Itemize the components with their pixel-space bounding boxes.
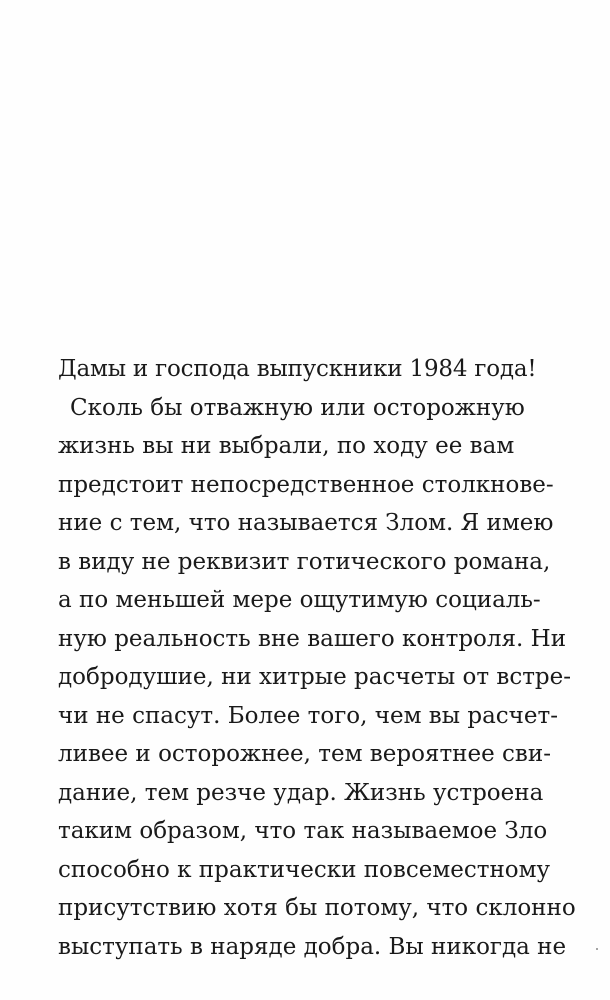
- paper-speck: [596, 948, 598, 950]
- text-line: чи не спасут. Более того, чем вы расчет-: [58, 702, 558, 729]
- text-line: ливее и осторожнее, тем вероятнее сви-: [58, 741, 551, 767]
- text-line: Дамы и господа выпускники 1984 года!: [58, 356, 537, 382]
- text-line: добродушие, ни хитрые расчеты от встре-: [58, 664, 572, 690]
- text-line: жизнь вы ни выбрали, по ходу ее вам: [58, 433, 515, 459]
- text-line: предстоит непосредственное столкнове-: [58, 471, 554, 498]
- text-line: присутствию хотя бы потому, что склонно: [58, 895, 576, 921]
- text-line: таким образом, что так называемое Зло: [58, 818, 548, 844]
- text-line: ную реальность вне вашего контроля. Ни: [58, 625, 567, 652]
- body-text: [58, 350, 576, 966]
- text-line: дание, тем резче удар. Жизнь устроена: [58, 779, 544, 806]
- text-line: ние с тем, что называется Злом. Я имею: [58, 510, 554, 536]
- text-line: способно к практически повсеместному: [58, 856, 551, 883]
- text-line: Сколь бы отважную или осторожную: [70, 394, 525, 421]
- text-line: выступать в наряде добра. Вы никогда не: [58, 933, 567, 960]
- text-line: в виду не реквизит готического романа,: [58, 548, 551, 575]
- text-line: а по меньшей мере ощутимую социаль-: [58, 587, 541, 613]
